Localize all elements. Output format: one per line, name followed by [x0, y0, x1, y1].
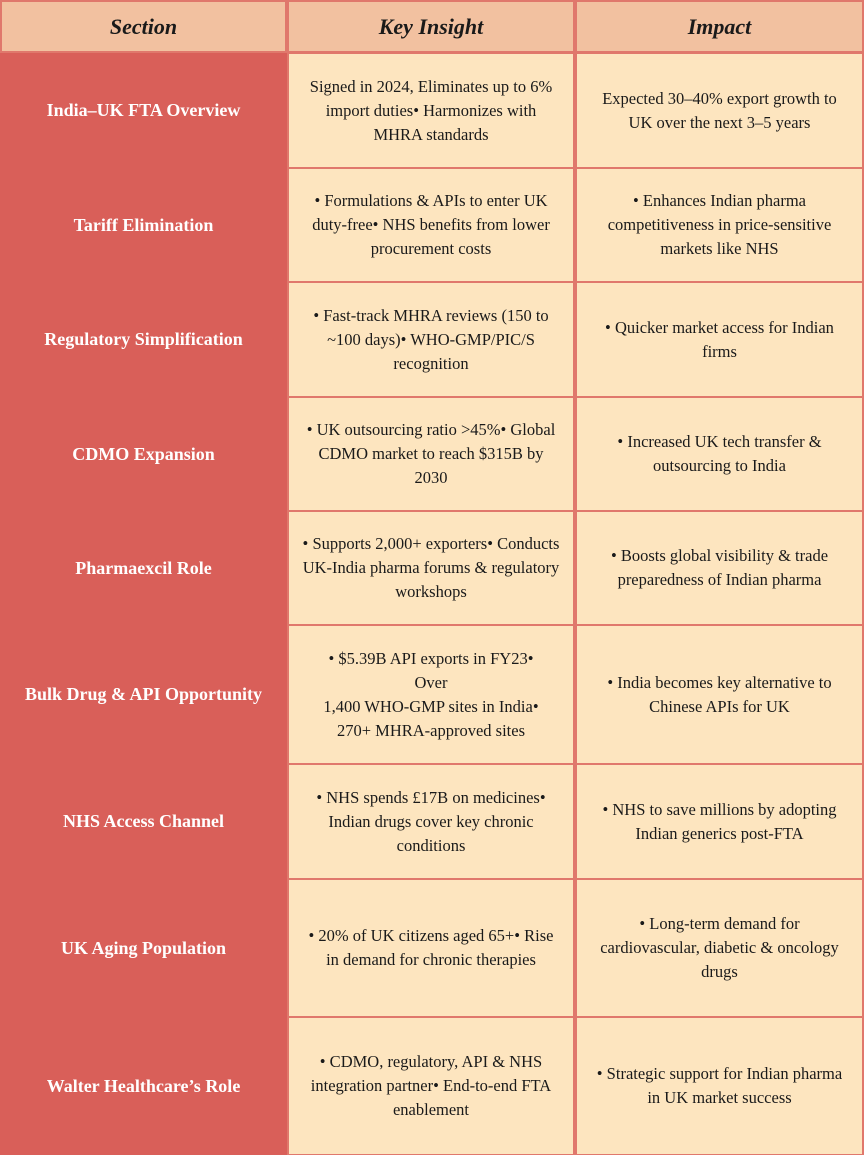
- insight-text: • 20% of UK citizens aged 65+• Rise in demand for chronic therapies: [308, 926, 554, 969]
- impact-text: Expected 30–40% export growth to UK over the next 3–5 years: [602, 88, 837, 132]
- insight-text: • Fast-track MHRA reviews (150 to ~100 days)• WHO-GMP/PIC/S recognition: [313, 305, 549, 373]
- table-row: [0, 53, 864, 168]
- impact-text: • Long-term demand for cardiovascular, diabetic & oncology drugs: [600, 914, 839, 981]
- insight-text: • $5.39B API exports in FY23• Over 1,400 WHO-GMP sites in India• 270+ MHRA-approved sites: [323, 648, 539, 740]
- insight-cell: [287, 879, 575, 1017]
- section-cell: Tariff Elimination: [0, 168, 287, 282]
- impact-text: • NHS to save millions by adopting Indian generics post-FTA: [602, 799, 837, 843]
- insight-cell: [287, 511, 575, 625]
- impact-text: • India becomes key alternative to Chinese APIs for UK: [607, 672, 832, 716]
- table-row: [0, 282, 864, 397]
- table-row: [0, 764, 864, 879]
- insight-text: • NHS spends £17B on medicines• Indian drugs cover key chronic conditions: [316, 787, 546, 855]
- impact-cell: [575, 879, 864, 1017]
- insight-cell: [287, 1017, 575, 1155]
- table-row: [0, 168, 864, 282]
- section-cell: Walter Healthcare’s Role: [0, 1017, 287, 1155]
- section-cell: UK Aging Population: [0, 879, 287, 1017]
- insight-text: • Formulations & APIs to enter UK duty-free• NHS benefits from lower procurement costs: [312, 191, 550, 258]
- insight-cell: [287, 397, 575, 511]
- insight-cell: [287, 168, 575, 282]
- section-cell: Bulk Drug & API Opportunity: [0, 625, 287, 764]
- impact-text: • Strategic support for Indian pharma in UK market success: [596, 1064, 843, 1107]
- impact-cell: [575, 282, 864, 397]
- insight-text: Signed in 2024, Eliminates up to 6% import duties• Harmonizes with MHRA standards: [309, 76, 553, 144]
- impact-text: • Boosts global visibility & trade preparedness of Indian pharma: [610, 546, 829, 589]
- impact-cell: [575, 625, 864, 764]
- impact-cell: [575, 53, 864, 168]
- insight-cell: [287, 764, 575, 879]
- table-row: [0, 511, 864, 625]
- section-cell: Regulatory Simplification: [0, 282, 287, 397]
- impact-text: • Quicker market access for Indian firms: [605, 317, 834, 361]
- table-row: [0, 1017, 864, 1155]
- table-row: [0, 625, 864, 764]
- insight-cell: [287, 625, 575, 764]
- impact-cell: [575, 168, 864, 282]
- impact-cell: [575, 511, 864, 625]
- section-cell: NHS Access Channel: [0, 764, 287, 879]
- section-cell: India–UK FTA Overview: [0, 53, 287, 168]
- impact-cell: [575, 1017, 864, 1155]
- table-header-row: [0, 0, 864, 53]
- table-row: [0, 879, 864, 1017]
- table-row: [0, 397, 864, 511]
- section-cell: Pharmaexcil Role: [0, 511, 287, 625]
- header-key-insight: Key Insight: [287, 0, 575, 53]
- impact-cell: [575, 764, 864, 879]
- insight-cell: [287, 282, 575, 397]
- impact-cell: [575, 397, 864, 511]
- impact-text: • Enhances Indian pharma competitiveness in price-sensitive markets like NHS: [607, 191, 832, 258]
- header-section: Section: [0, 0, 287, 53]
- header-impact: Impact: [575, 0, 864, 53]
- insight-text: • Supports 2,000+ exporters• Conducts UK-India pharma forums & regulatory workshops: [302, 534, 560, 601]
- impact-text: • Increased UK tech transfer & outsourcing to India: [617, 432, 822, 475]
- insight-text: • UK outsourcing ratio >45%• Global CDMO market to reach $315B by 2030: [306, 420, 556, 487]
- insight-text: • CDMO, regulatory, API & NHS integration partner• End-to-end FTA enablement: [310, 1052, 552, 1119]
- insight-cell: [287, 53, 575, 168]
- section-cell: CDMO Expansion: [0, 397, 287, 511]
